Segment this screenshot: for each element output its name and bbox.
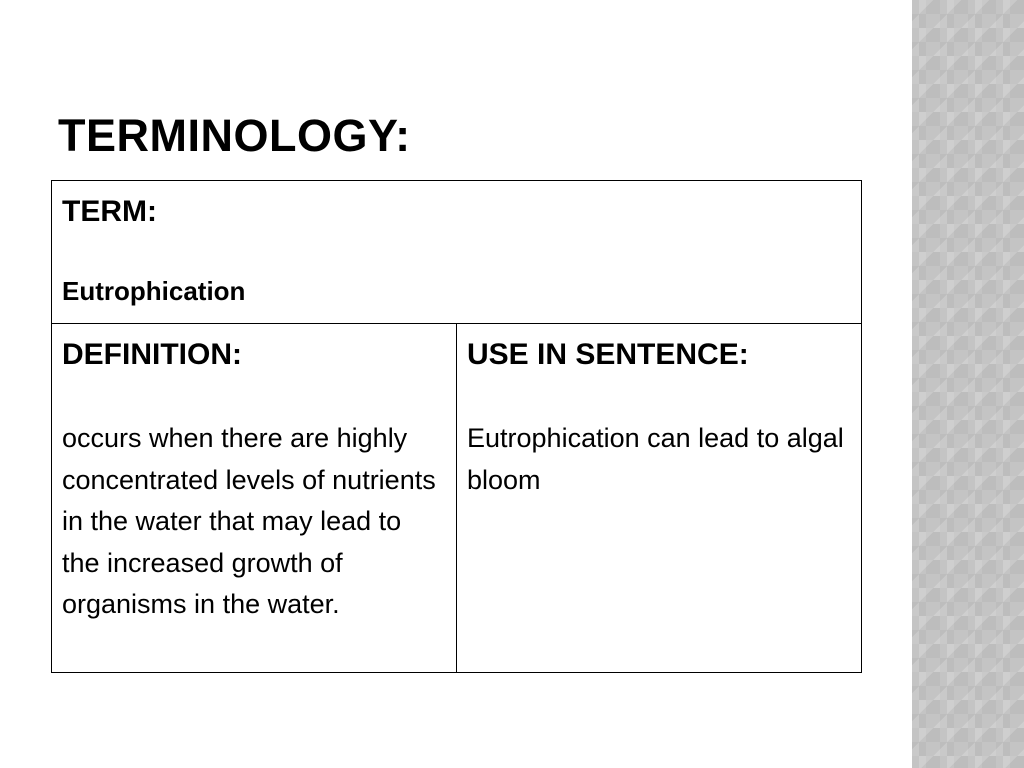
definition-text: occurs when there are highly concentrated levels of nutrients in the water that may lead to the increased growth of organisms in the water. <box>62 423 436 619</box>
sentence-text: Eutrophication can lead to algal bloom <box>467 423 844 495</box>
sentence-cell <box>457 324 862 673</box>
definition-cell <box>52 324 457 673</box>
terminology-table <box>51 180 862 673</box>
definition-heading: DEFINITION: <box>62 338 242 371</box>
term-heading: TERM: <box>62 195 157 228</box>
sentence-heading: USE IN SENTENCE: <box>467 338 749 371</box>
slide-title: TERMINOLOGY: <box>58 110 411 161</box>
term-value: Eutrophication <box>62 276 246 306</box>
decorative-side-pattern <box>912 0 1024 768</box>
details-row <box>52 324 862 673</box>
term-row <box>52 181 862 324</box>
term-cell <box>52 181 862 324</box>
